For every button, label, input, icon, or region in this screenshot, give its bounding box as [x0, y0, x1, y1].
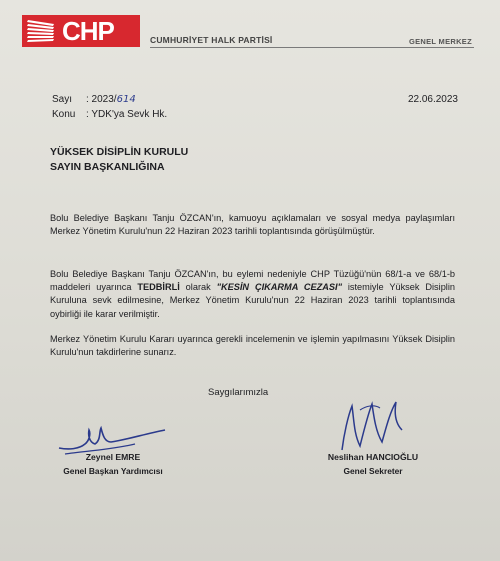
paragraph-2-part-a: Bolu Belediye Başkanı Tanju ÖZCAN'ın, bu eylemi nedeniyle CHP Tüzüğü'nün 68/1-a ve 68/1-b maddeleri uyarınca: [50, 269, 455, 293]
document-date: 22.06.2023: [407, 94, 458, 105]
signatory-title: Genel Sekreter: [343, 466, 403, 476]
six-arrows-icon: [26, 18, 56, 44]
signatory-title: Genel Başkan Yardımcısı: [63, 466, 163, 476]
paragraph-1: Bolu Belediye Başkanı Tanju ÖZCAN'ın, kamuoyu açıklamaları ve sosyal medya paylaşımları Merkez Yönetim Kurulu'nun 22 Haziran 2023 tarihli toplantısında görüşülmüştür.: [50, 213, 455, 237]
paragraph-3: Merkez Yönetim Kurulu Kararı uyarınca gerekli incelemenin ve işlemin yapılmasını Yüksek Disiplin Kurulu'nun takdirlerine sunarız.: [50, 334, 455, 358]
signatory-name: Neslihan HANCIOĞLU: [327, 452, 419, 462]
addressee-line-1: YÜKSEK DİSİPLİN KURULU: [50, 146, 189, 158]
subject-value: : YDK'ya Sevk Hk.: [86, 109, 168, 120]
number-prefix: : 2023/: [86, 94, 117, 105]
signature-neslihan-hancioglu: [330, 394, 420, 454]
closing-phrase: Saygılarımızla: [208, 387, 269, 398]
document-number: [52, 94, 136, 105]
paragraph-2-part-c: olarak: [179, 282, 217, 293]
signature-zeynel-emre: [55, 420, 175, 456]
penalty-keyword: "KESİN ÇIKARMA CEZASI": [216, 282, 342, 293]
number-label: Sayı: [52, 94, 73, 105]
unit-name: GENEL MERKEZ: [408, 37, 472, 46]
paragraph-2: [50, 268, 455, 321]
header-divider: [150, 47, 474, 48]
handwritten-number: 614: [116, 94, 136, 105]
logo-text: CHP: [62, 15, 114, 46]
document-subject: [52, 109, 167, 120]
addressee-line-2: SAYIN BAŞKANLIĞINA: [50, 161, 165, 173]
precaution-keyword: TEDBİRLİ: [137, 282, 180, 293]
signatory-2: [318, 452, 428, 476]
paragraph-2-part-e: istemiyle Yüksek Disiplin Kuruluna sevk edilmesine, Merkez Yönetim Kurulu'nun 22 Haziran 2023 tarihli toplantısında oybirliği ile karar verilmiştir.: [50, 282, 455, 319]
chp-logo: [22, 15, 140, 47]
subject-label: Konu: [52, 109, 76, 120]
signatory-name: Zeynel EMRE: [85, 452, 141, 462]
signatory-1: [58, 452, 168, 476]
party-name: CUMHURİYET HALK PARTİSİ: [150, 35, 273, 45]
